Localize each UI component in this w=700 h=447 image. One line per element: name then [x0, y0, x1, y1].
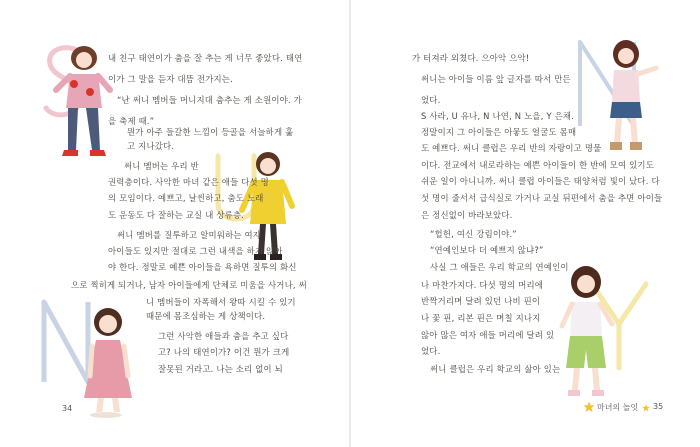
left-line-17: 그런 사악한 애들과 춤을 추고 싶다 — [158, 331, 289, 341]
right-line-13: 사실 그 애들은 우리 학교의 연예인이 — [430, 262, 569, 272]
left-line-19: 잘못된 거라고. 나는 소리 없이 뇌 — [158, 364, 283, 374]
girl-n2-icon — [596, 38, 662, 156]
right-line-17: 않아 많은 여자 애들 머리에 달려 있 — [421, 330, 555, 340]
small-star-icon — [642, 404, 650, 412]
left-line-5: 뭔가 아주 들갈한 느낌이 등골을 서늘하게 훑 — [127, 127, 294, 137]
right-line-3: 었다. — [421, 95, 441, 105]
running-title: 마녀의 놀잇 — [597, 403, 639, 412]
book-gutter — [349, 0, 351, 447]
left-line-8: 권력층이다. 사악한 마녀 같은 애들 다섯 명 — [108, 177, 269, 187]
page-number-right: 35 — [653, 402, 664, 411]
left-line-7: 써니 멤버는 우리 반 — [124, 161, 199, 171]
right-line-1: 가 터져라 외쳤다. 으아악 으악! — [412, 53, 530, 63]
right-line-11: “헐헌, 여신 강림이야.” — [430, 229, 517, 239]
left-line-10: 도 운동도 다 잘하는 교실 내 상류층. — [108, 210, 245, 220]
right-line-8: 쉬운 일이 아니니까. 써니 클럽 아이들은 태양처럼 빛이 났다. 다 — [421, 176, 660, 186]
right-line-4: S 사라, U 유나, N 나연, N 노을, Y 은채. — [421, 111, 575, 121]
star-icon — [583, 401, 595, 413]
right-line-6: 도 예쁘다. 써니 클럽은 우리 반의 자랑이고 명물 — [421, 143, 602, 153]
girl-n-icon — [70, 306, 148, 420]
right-line-18: 었다. — [421, 346, 441, 356]
right-line-10: 은 정신없이 바라보았다. — [421, 210, 513, 220]
right-line-9: 섯 명이 줄서서 급식실로 가거나 교실 뒤편에서 춤을 추면 아이들 — [421, 193, 663, 203]
left-line-16: 때문에 몸조심하는 게 상책이다. — [146, 311, 266, 321]
right-line-15: 반짝거리며 달려 있던 나비 핀이 — [421, 296, 541, 306]
left-line-3: “난 써니 멤버들 머니지대 춤추는 게 소원이야. 가 — [117, 95, 302, 105]
right-line-12: “연예인보다 더 예쁘지 않냐?” — [430, 245, 544, 255]
left-line-14: 으로 찍히게 되거나, 남자 아이들에게 단체로 미움을 사거나, 써 — [71, 280, 307, 290]
right-line-7: 이다. 전교에서 내로라하는 예쁜 아이들이 한 반에 모여 있기도 — [421, 160, 655, 170]
left-line-1: 내 친구 태연이가 춤을 잘 추는 게 너무 좋았다. 태연 — [108, 53, 303, 63]
right-line-2: 써니는 아이들 이름 앞 글자를 따서 만든 — [421, 74, 571, 84]
left-line-6: 고 지나갔다. — [127, 141, 175, 151]
right-line-14: 나 마찬가지다. 다섯 명의 머리에 — [421, 280, 544, 290]
left-line-2: 이가 그 말을 듣자 대뜸 전가지는. — [108, 74, 233, 84]
right-line-5: 정말이지 그 아이들은 아뭏도 얼굴도 몸매 — [421, 127, 577, 137]
girl-y-icon — [552, 264, 624, 404]
right-line-19: 써니 클럽은 우리 학교의 삶아 있는 — [430, 364, 561, 374]
left-line-4: 을 축제 때.” — [108, 116, 155, 126]
left-line-13: 야 한다. 정말로 예쁜 아이들을 욕하면 질투의 화신 — [108, 262, 297, 272]
right-line-16: 나 꽃 핀, 리본 핀은 며칠 지나지 — [421, 313, 541, 323]
page-number-left: 34 — [62, 404, 73, 413]
left-line-12: 아이들도 있지만 절대로 그런 내색을 하지 않아 — [108, 246, 283, 256]
left-line-15: 니 멤버들이 자폭해서 왕따 시킬 수 있기 — [146, 297, 296, 307]
left-line-18: 고? 나의 태연이가? 이건 뭔가 크게 — [158, 347, 290, 357]
left-line-11: 써니 멤버를 질투하고 알미워하는 여자 — [117, 230, 262, 240]
left-line-9: 의 모임이다. 예쁘고, 날씬하고, 춤도 노래 — [108, 193, 264, 203]
